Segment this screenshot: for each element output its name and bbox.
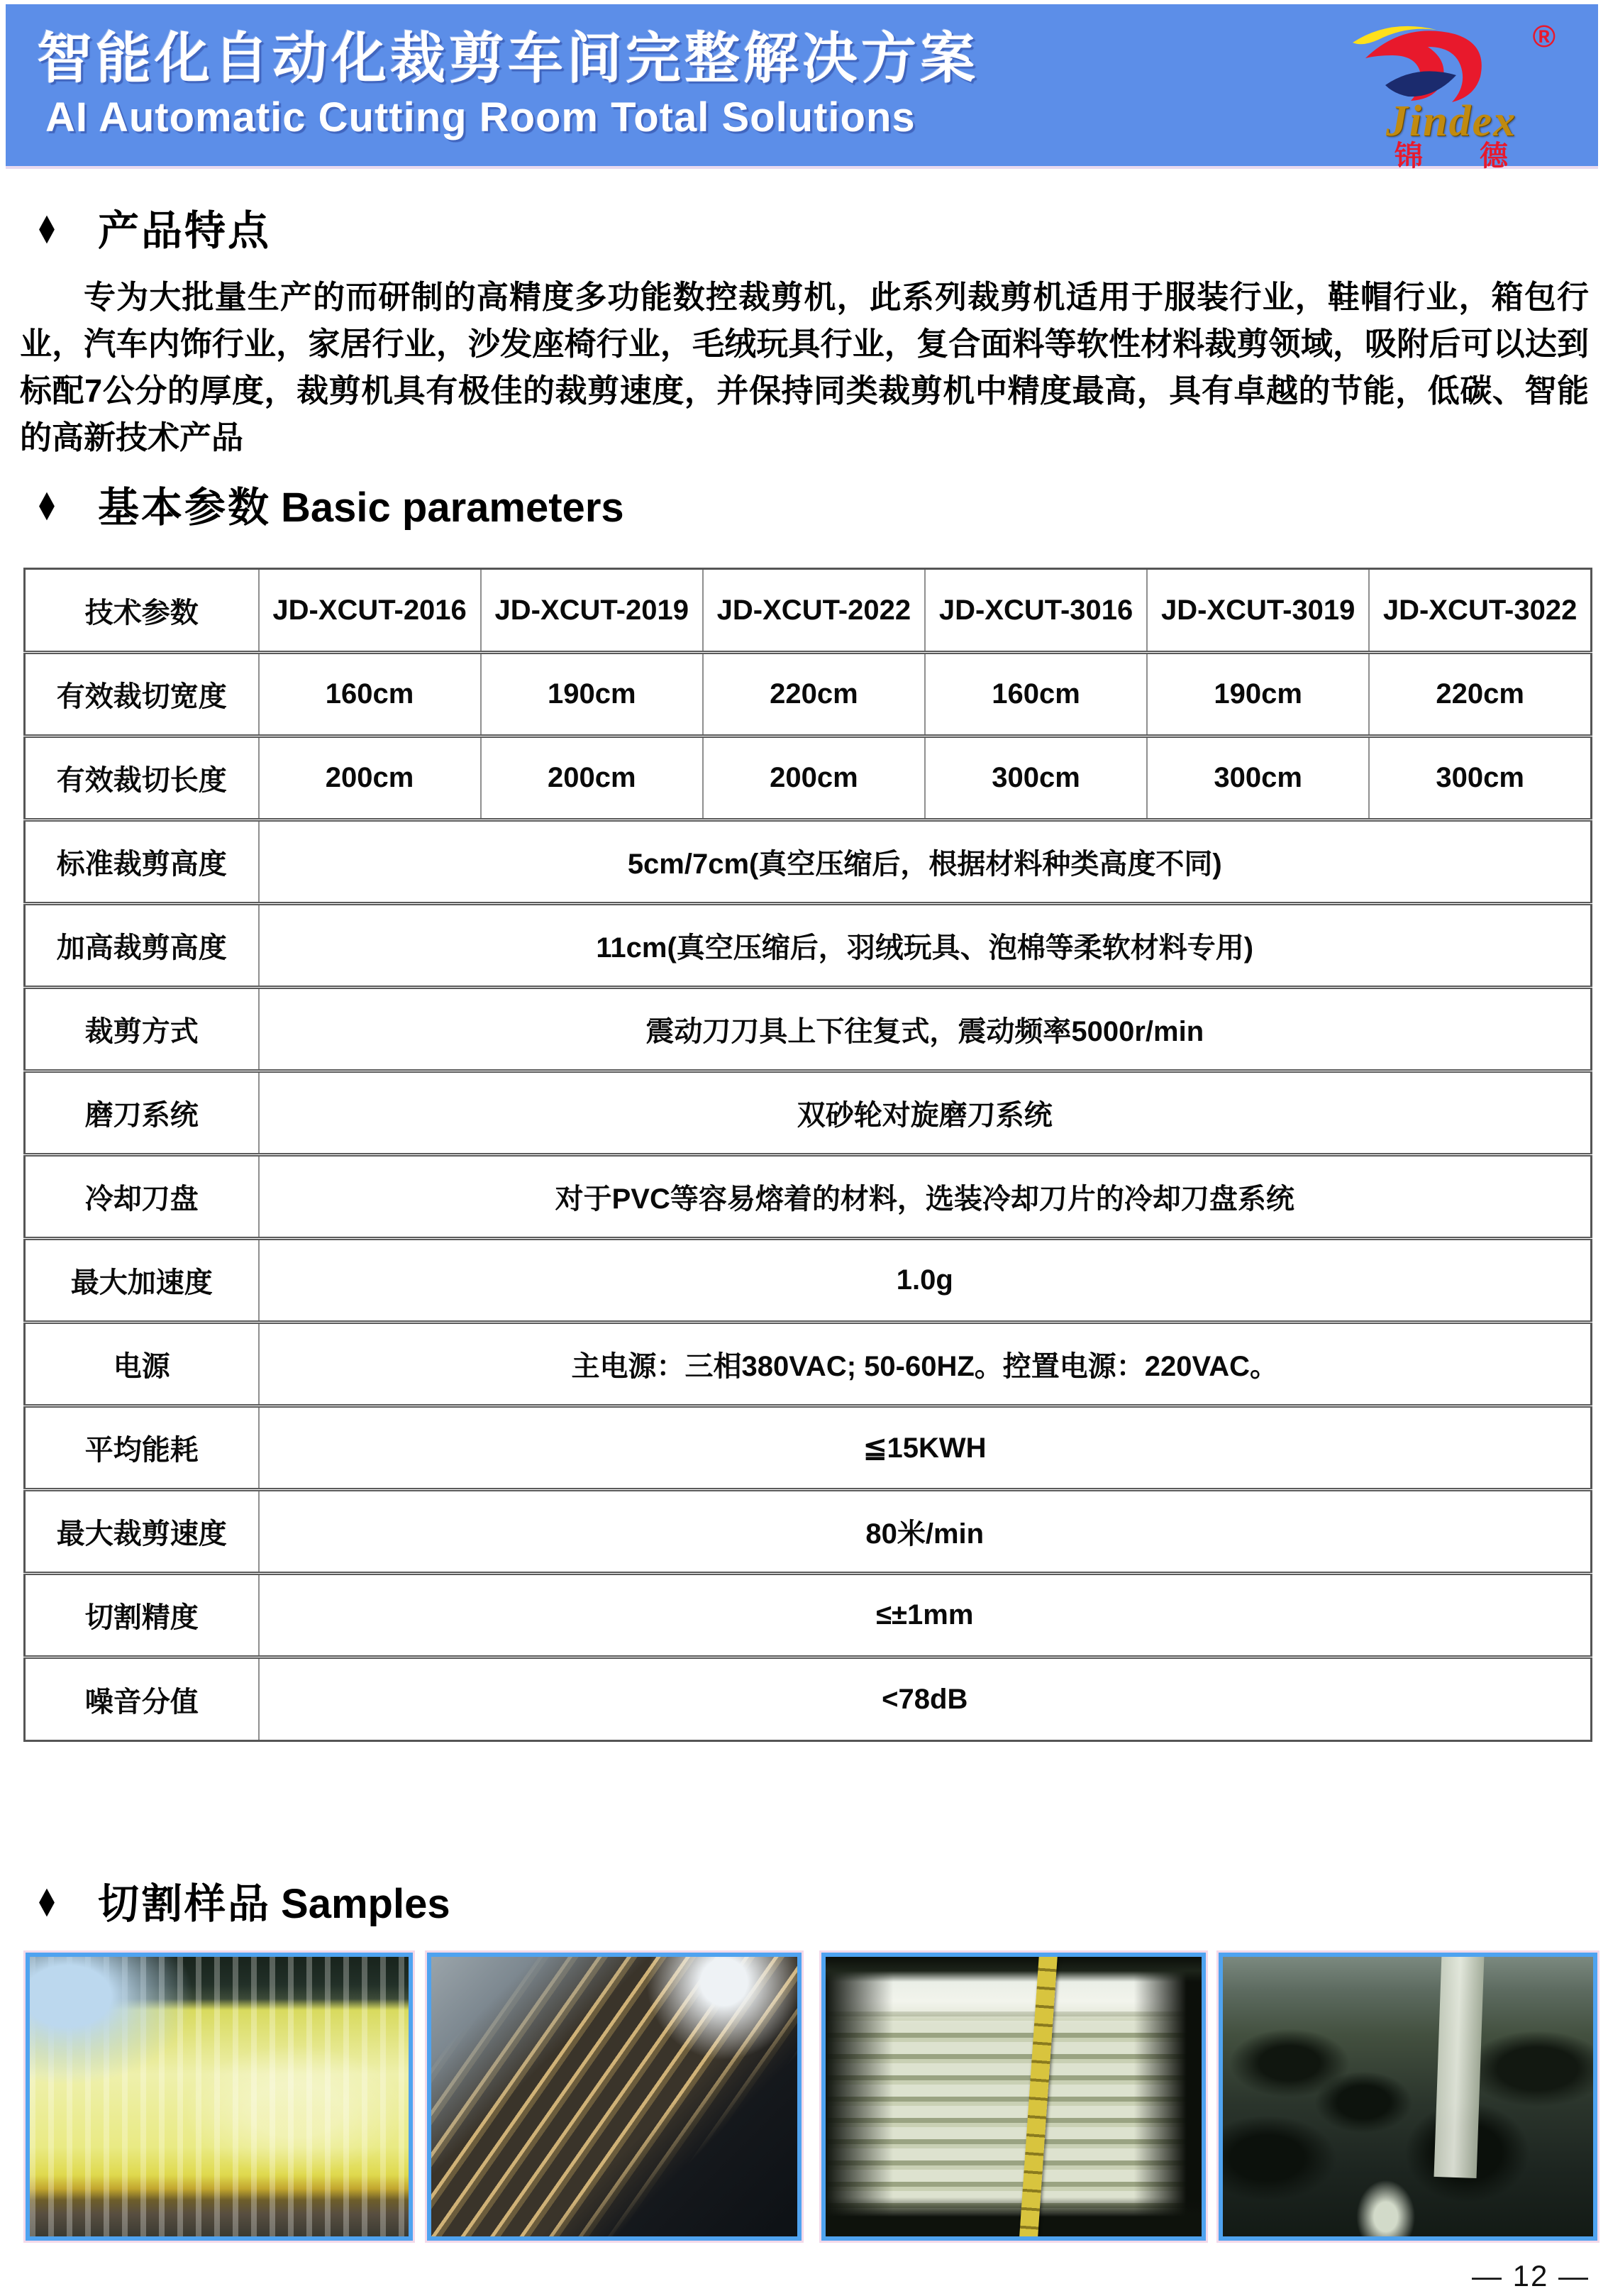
page-title-en: AI Automatic Cutting Room Total Solutions (45, 94, 916, 140)
param-value: 190cm (1147, 653, 1369, 736)
parameters-title-zh: 基本参数 (98, 485, 272, 531)
support-post (1434, 1953, 1484, 2178)
table-row (25, 1574, 1592, 1657)
param-value: 震动刀刀具上下往复式，震动频率5000r/min (259, 988, 1592, 1071)
logo-brand-text: Jindex (1385, 97, 1517, 145)
param-label: 切割精度 (25, 1574, 259, 1657)
parameters-title-en: Basic parameters (281, 485, 624, 531)
column-header: JD-XCUT-2016 (259, 569, 481, 653)
param-label: 磨刀系统 (25, 1071, 259, 1155)
table-header-row (25, 569, 1592, 653)
jindex-logo (1334, 9, 1568, 170)
table-row (25, 988, 1592, 1071)
param-value: 200cm (259, 736, 481, 820)
param-value: ≤±1mm (259, 1574, 1592, 1657)
samples-title-zh: 切割样品 (98, 1881, 272, 1927)
sample-photo-layered-cut-edge (427, 1953, 802, 2241)
samples-title (98, 1870, 450, 1930)
param-value: 11cm(真空压缩后，羽绒玩具、泡棉等柔软材料专用) (259, 904, 1592, 988)
sample-photo-yellow-fabric-stack (26, 1953, 413, 2241)
param-value: 300cm (1147, 736, 1369, 820)
param-value: 主电源：三相380VAC; 50-60HZ。控置电源：220VAC。 (259, 1323, 1592, 1406)
column-header: 技术参数 (25, 569, 259, 653)
header-band (6, 4, 1598, 172)
column-header: JD-XCUT-3016 (925, 569, 1147, 653)
parameters-table (23, 568, 1592, 1742)
table-row (25, 904, 1592, 988)
param-value: 对于PVC等容易熔着的材料，选装冷却刀片的冷却刀盘系统 (259, 1155, 1592, 1239)
table-row (25, 1155, 1592, 1239)
param-label: 平均能耗 (25, 1406, 259, 1490)
param-label: 最大裁剪速度 (25, 1490, 259, 1574)
column-header: JD-XCUT-2019 (481, 569, 703, 653)
diamond-bullet-icon: ◆ (39, 1880, 55, 1921)
param-value: 80米/min (259, 1490, 1592, 1574)
registered-trademark-icon: ® (1532, 19, 1556, 54)
param-label: 加高裁剪高度 (25, 904, 259, 988)
table-row (25, 1239, 1592, 1323)
param-value: 300cm (925, 736, 1147, 820)
features-paragraph: 专为大批量生产的而研制的高精度多功能数控裁剪机，此系列裁剪机适用于服装行业，鞋帽行业，箱包行业，汽车内饰行业，家居行业，沙发座椅行业，毛绒玩具行业，复合面料等软性材料裁剪领域，吸附后可以达到标配7公分的厚度，裁剪机具有极佳的裁剪速度，并保持同类裁剪机中精度最高，具有卓越的节能，低碳、智能的高新技术产品 (20, 279, 1589, 456)
table-row (25, 736, 1592, 820)
param-value: 200cm (481, 736, 703, 820)
features-title: 产品特点 (98, 208, 272, 254)
section-heading-samples (33, 1870, 450, 1930)
param-value: 220cm (703, 653, 925, 736)
param-value: 190cm (481, 653, 703, 736)
column-header: JD-XCUT-3022 (1369, 569, 1591, 653)
measuring-tape (1018, 1953, 1058, 2241)
table-row (25, 1490, 1592, 1574)
table-row (25, 1406, 1592, 1490)
param-label: 标准裁剪高度 (25, 820, 259, 904)
samples-title-en: Samples (281, 1881, 450, 1927)
param-value: 1.0g (259, 1239, 1592, 1323)
sample-photo-stacked-pieces-with-ruler (821, 1953, 1206, 2241)
table-row (25, 653, 1592, 736)
column-header: JD-XCUT-2022 (703, 569, 925, 653)
param-label: 电源 (25, 1323, 259, 1406)
diamond-bullet-icon: ◆ (39, 206, 55, 248)
section-heading-features (33, 197, 271, 257)
param-label: 冷却刀盘 (25, 1155, 259, 1239)
param-value: <78dB (259, 1657, 1592, 1741)
table-row (25, 820, 1592, 904)
param-value: 160cm (925, 653, 1147, 736)
parameters-title (98, 474, 624, 534)
param-value: 160cm (259, 653, 481, 736)
flame-swirl-icon (1348, 17, 1519, 109)
param-value: 双砂轮对旋磨刀系统 (259, 1071, 1592, 1155)
param-label: 有效裁切长度 (25, 736, 259, 820)
param-value: ≦15KWH (259, 1406, 1592, 1490)
param-value: 200cm (703, 736, 925, 820)
table-row (25, 1071, 1592, 1155)
param-label: 裁剪方式 (25, 988, 259, 1071)
page-number: — 12 — (1471, 2259, 1590, 2292)
param-value: 300cm (1369, 736, 1591, 820)
param-value: 220cm (1369, 653, 1591, 736)
table-row (25, 1323, 1592, 1406)
sample-photo-cut-pieces-dark-table (1219, 1953, 1597, 2241)
param-label: 有效裁切宽度 (25, 653, 259, 736)
table-row (25, 1657, 1592, 1741)
section-heading-parameters (33, 474, 624, 534)
column-header: JD-XCUT-3019 (1147, 569, 1369, 653)
page-title-zh: 智能化自动化裁剪车间完整解决方案 (37, 27, 980, 89)
param-label: 最大加速度 (25, 1239, 259, 1323)
diamond-bullet-icon: ◆ (39, 483, 55, 524)
param-value: 5cm/7cm(真空压缩后，根据材料种类高度不同) (259, 820, 1592, 904)
param-label: 噪音分值 (25, 1657, 259, 1741)
logo-brand-chinese: 锦德 (1394, 140, 1565, 172)
